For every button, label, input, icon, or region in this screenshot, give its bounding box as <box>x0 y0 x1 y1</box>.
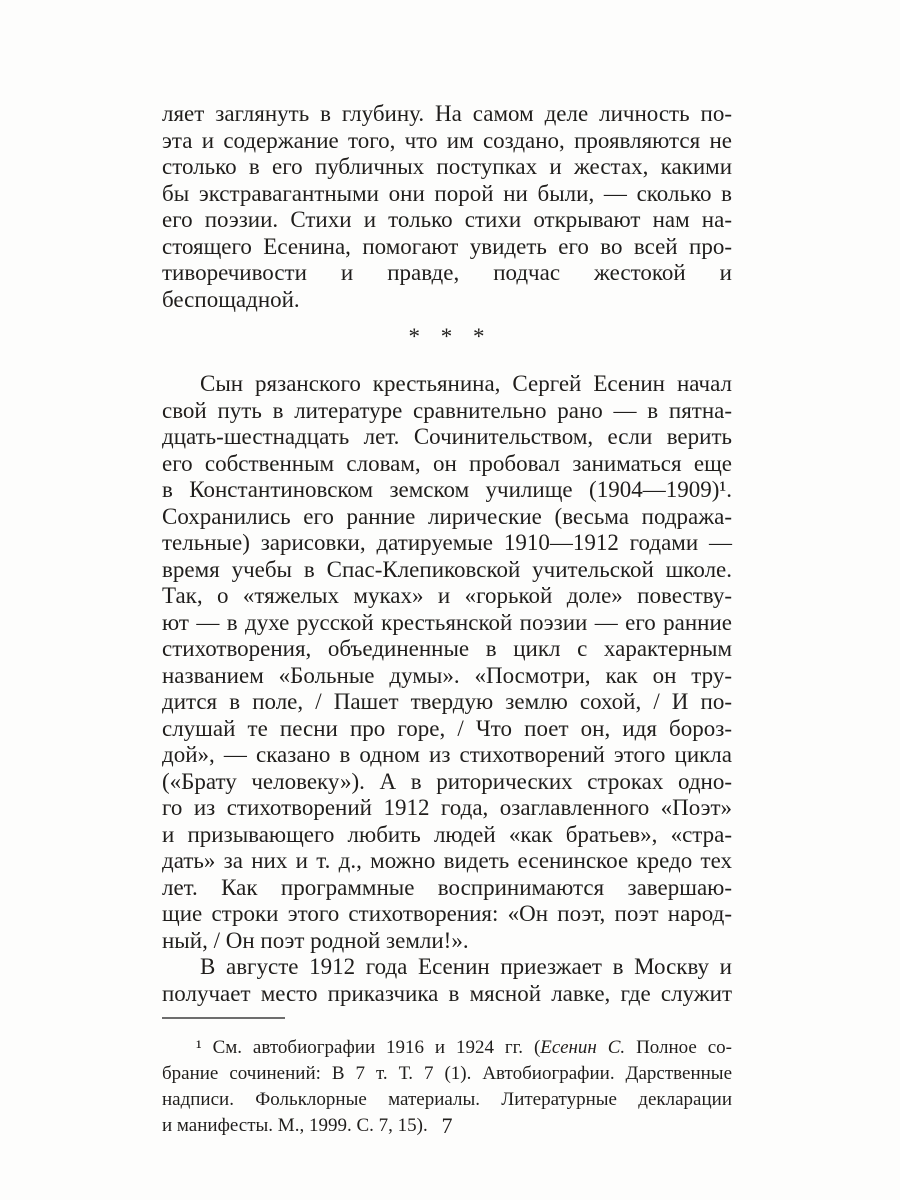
text-line: щие строки этого стихотворения: «Он поэт, поэт народ- <box>162 901 732 926</box>
text-line: В августе 1912 года Есенин приезжает в Москву и <box>200 954 732 979</box>
text-segment: Полное со- <box>625 1037 733 1058</box>
text-segment: ¹ См. автобиографии 1916 и 1924 гг. ( <box>196 1037 541 1058</box>
text-line <box>162 1087 732 1113</box>
text-line: дой», — сказано в одном из стихотворений этого цикла <box>162 742 732 767</box>
text-line: дится в поле, / Пашет твердую землю сохой, / И по- <box>162 689 732 714</box>
text-segment: и манифесты. М., 1999. С. 7, 15). <box>162 1115 428 1136</box>
text-line: столько в его публичных поступках и жестах, какими <box>162 154 732 179</box>
text-line: дцать-шестнадцать лет. Сочинительством, если верить <box>162 424 732 449</box>
text-block <box>162 101 732 1139</box>
text-line: тиворечивости и правде, подчас жестокой и беспощадной. <box>162 260 732 312</box>
text-line: в Константиновском земском училище (1904—1909)¹. <box>162 477 732 502</box>
text-line: ют — в духе русской крестьянской поэзии — его ранние <box>162 609 732 635</box>
text-line <box>162 1061 732 1087</box>
section-separator: * * * <box>408 324 486 349</box>
text-line: и призывающего любить людей «как братьев», «стра- <box>162 821 732 847</box>
body-paragraph <box>162 954 732 1007</box>
text-line: получает место приказчика в мясной лавке, где служит <box>162 980 732 1006</box>
text-line: стихотворения, объединенные в цикл с характерным <box>162 636 732 661</box>
text-line: («Брату человеку»). А в риторических строках одно- <box>162 768 732 794</box>
page-number: 7 <box>441 1113 453 1138</box>
text-line: Сохранились его ранние лирические (весьма подража- <box>162 503 732 529</box>
text-line: ный, / Он поэт родной земли!». <box>162 927 469 953</box>
text-line: бы экстравагантными они порой ни были, — сколько в <box>162 180 732 206</box>
text-segment: надписи. Фольклорные материалы. Литературные декларации <box>162 1089 732 1110</box>
text-line <box>162 1035 732 1061</box>
text-line: лет. Как программные воспринимаются завершаю- <box>162 874 732 900</box>
text-line: стоящего Есенина, помогают увидеть его во всей про- <box>162 233 732 259</box>
text-line: время учебы в Спас-Клепиковской учительской школе. <box>162 556 732 582</box>
body-paragraph <box>162 101 732 313</box>
body-paragraph <box>162 371 732 954</box>
text-line: Так, о «тяжелых муках» и «горькой доле» повеству- <box>162 583 732 608</box>
text-line: его поэзии. Стихи и только стихи открывают нам на- <box>162 207 732 232</box>
text-line: го из стихотворений 1912 года, озаглавленного «Поэт» <box>162 795 732 820</box>
text-line: ляет заглянуть в глубину. На самом деле личность по- <box>162 101 732 126</box>
text-line: названием «Больные думы». «Посмотри, как он тру- <box>162 662 732 688</box>
text-line: дать» за них и т. д., можно видеть есенинское кредо тех <box>162 848 732 873</box>
italic-text-segment: Есенин С. <box>540 1037 626 1058</box>
text-line: Сын рязанского крестьянина, Сергей Есенин начал <box>200 371 732 396</box>
text-line: слушай те песни про горе, / Что поет он, идя бороз- <box>162 715 732 741</box>
text-line: тельные) зарисовки, датируемые 1910—1912 годами — <box>162 530 732 555</box>
footnote-rule <box>162 1017 285 1019</box>
text-segment: брание сочинений: В 7 т. Т. 7 (1). Автобиографии. Дарственные <box>162 1063 732 1084</box>
text-line: свой путь в литературе сравнительно рано — в пятна- <box>162 397 732 423</box>
text-line: эта и содержание того, что им создано, проявляются не <box>162 127 732 153</box>
text-line: его собственным словам, он пробовал заниматься еще <box>162 450 732 476</box>
